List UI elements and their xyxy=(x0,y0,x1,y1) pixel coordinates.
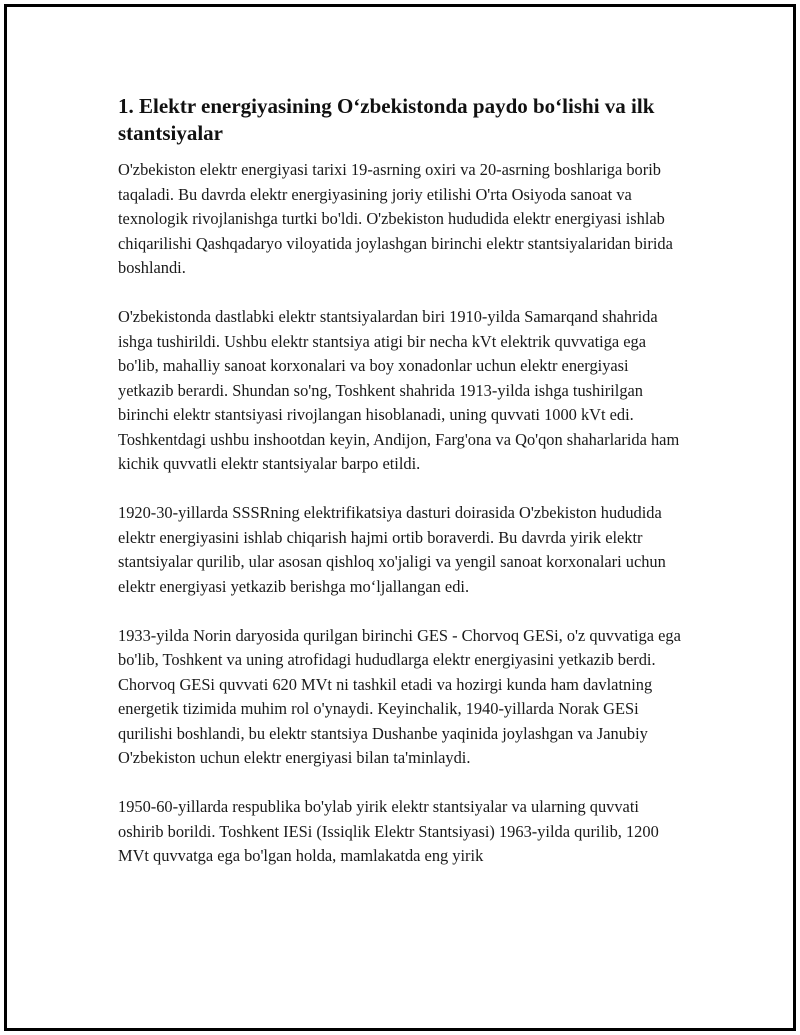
section-heading: 1. Elektr energiyasining O‘zbekistonda paydo bo‘lishi va ilk stantsiyalar xyxy=(118,94,655,145)
paragraph-3: 1920-30-yillarda SSSRning elektrifikatsiya dasturi doirasida O'zbekiston hududida elektr energiyasini ishlab chiqarish hajmi ortib boraverdi. Bu davrda yirik elektr stantsiyalar qurilib, ular asosan qishloq xo'jaligi va yengil sanoat korxonalari uchun elektr energiyasi yetkazib berishga mo‘ljallangan edi. xyxy=(118,503,666,596)
paragraph-5: 1950-60-yillarda respublika bo'ylab yirik elektr stantsiyalar va ularning quvvati oshirib borildi. Toshkent IESi (Issiqlik Elektr Stantsiyasi) 1963-yilda qurilib, 1200 MVt quvvatga ega bo'lgan holda, mamlakatda eng yirik xyxy=(118,797,659,865)
document-body xyxy=(118,93,688,893)
paragraph-1: O'zbekiston elektr energiyasi tarixi 19-asrning oxiri va 20-asrning boshlariga borib taqaladi. Bu davrda elektr energiyasining joriy etilishi O'rta Osiyoda sanoat va texnologik rivojlanishga turtki bo'ldi. O'zbekiston hududida elektr energiyasi ishlab chiqarilishi Qashqadaryo viloyatida joylashgan birinchi elektr stantsiyalaridan birida boshlandi. xyxy=(118,160,673,277)
paragraph-4: 1933-yilda Norin daryosida qurilgan birinchi GES - Chorvoq GESi, o'z quvvatiga ega bo'lib, Toshkent va uning atrofidagi hududlarga elektr energiyasini yetkazib berdi. Chorvoq GESi quvvati 620 MVt ni tashkil etadi va hozirgi kunda ham davlatning energetik tizimida muhim rol o'ynaydi. Keyinchalik, 1940-yillarda Norak GESi qurilishi boshlandi, bu elektr stantsiya Dushanbe yaqinida joylashgan va Janubiy O'zbekiston uchun elektr energiyasi bilan ta'minlaydi. xyxy=(118,625,681,767)
paragraph-2: O'zbekistonda dastlabki elektr stantsiyalardan biri 1910-yilda Samarqand shahrida ishga tushirildi. Ushbu elektr stantsiya atigi bir necha kVt elektrik quvvatiga ega bo'lib, mahalliy sanoat korxonalari va boy xonadonlar uchun elektr energiyasi yetkazib berardi. Shundan so'ng, Toshkent shahrida 1913-yilda ishga tushirilgan birinchi elektr stantsiyasi rivojlangan hisoblanadi, uning quvvati 1000 kVt edi. Toshkentdagi ushbu inshootdan keyin, Andijon, Farg'ona va Qo'qon shaharlarida ham kichik quvvatli elektr stantsiyalar barpo etildi. xyxy=(118,307,680,473)
